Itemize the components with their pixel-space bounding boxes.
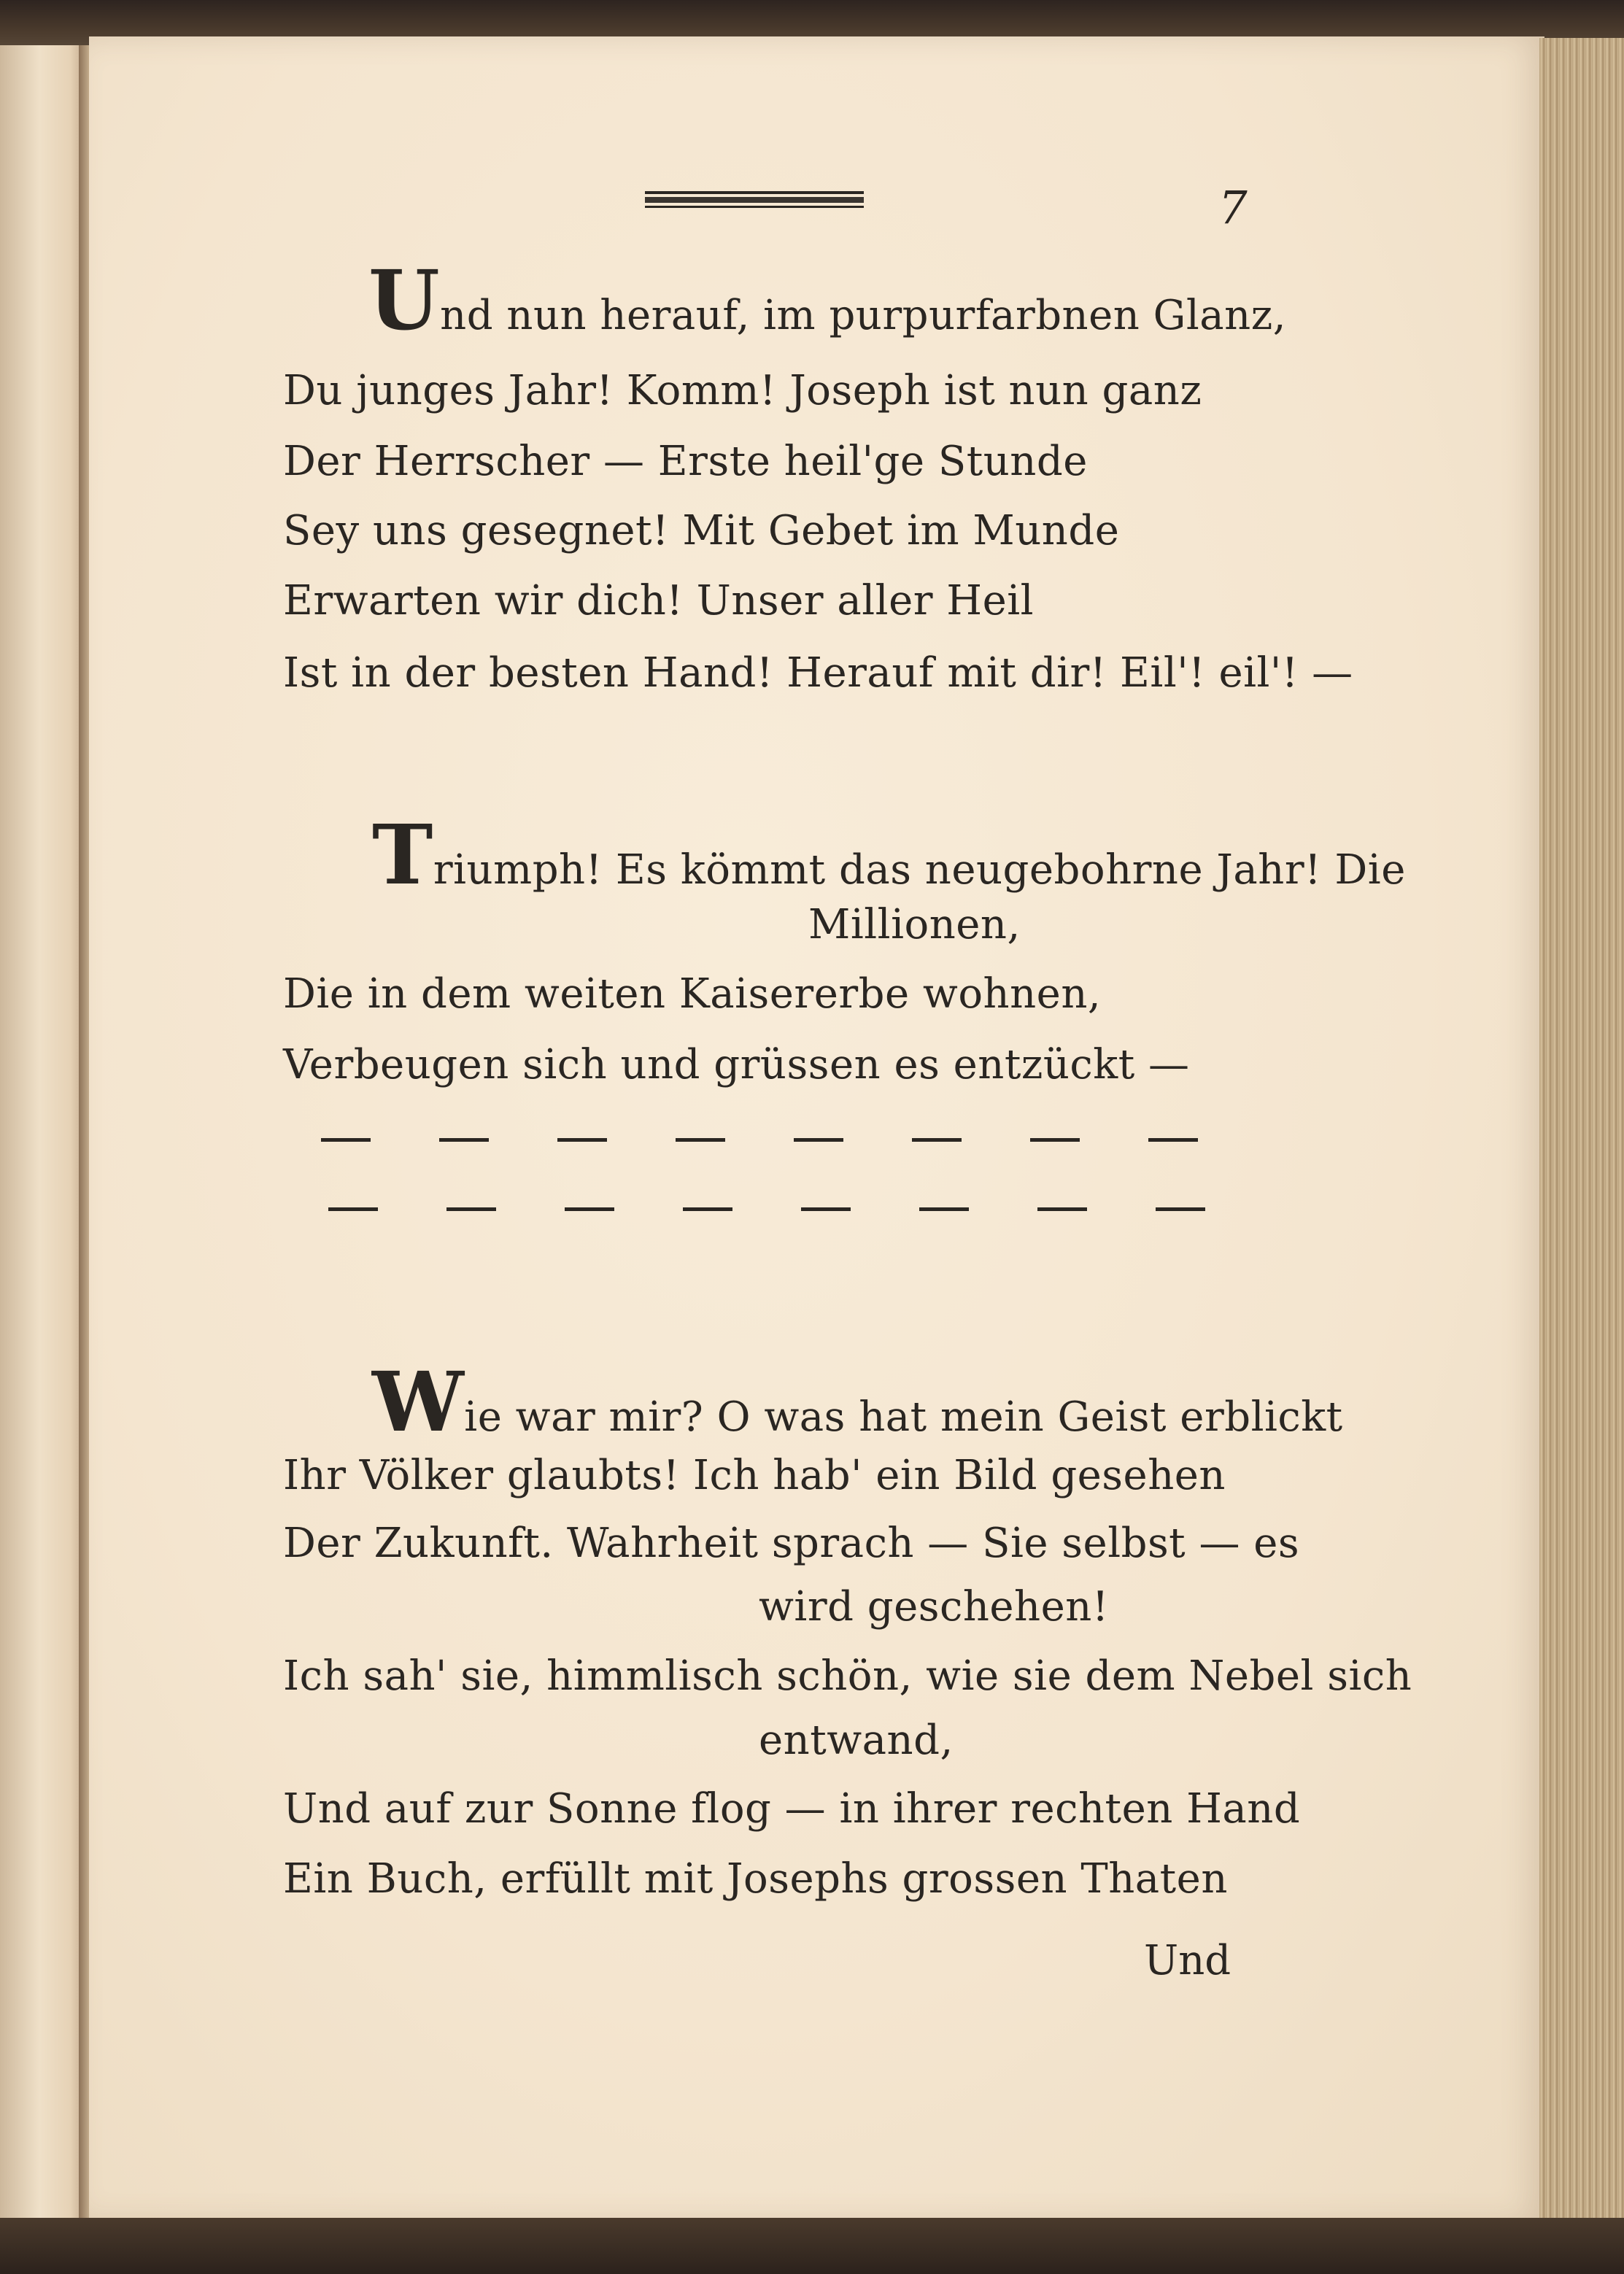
dash <box>912 1138 962 1142</box>
dash <box>919 1207 969 1211</box>
drop-initial: U <box>368 253 441 349</box>
stanza-3-line-6: entwand, <box>759 1717 954 1764</box>
verse-text: riumph! Es kömmt das neugebohrne Jahr! Die <box>433 846 1406 894</box>
stanza-3-line-8: Ein Buch, erfüllt mit Josephs grossen Thaten <box>283 1855 1228 1903</box>
dash <box>565 1207 614 1211</box>
stanza-1-line-3: Der Herrscher — Erste heil'ge Stunde <box>283 438 1088 485</box>
verse-text: ie war mir? O was hat mein Geist erblickt <box>464 1393 1343 1441</box>
stanza-3-line-1 <box>372 1355 1343 1450</box>
drop-initial: W <box>372 1355 465 1450</box>
stanza-3-line-2: Ihr Völker glaubts! Ich hab' ein Bild gesehen <box>283 1452 1226 1499</box>
stanza-1-line-4: Sey uns gesegnet! Mit Gebet im Munde <box>283 507 1120 554</box>
drop-initial: T <box>372 808 433 903</box>
dash <box>446 1207 496 1211</box>
dash <box>1030 1138 1080 1142</box>
stanza-1-line-6: Ist in der besten Hand! Herauf mit dir! Eil'! eil'! — <box>283 649 1353 697</box>
stanza-1-line-5: Erwarten wir dich! Unser aller Heil <box>283 577 1035 624</box>
stanza-2-line-1 <box>372 808 1406 903</box>
dash <box>1037 1207 1087 1211</box>
dash <box>1148 1138 1198 1142</box>
stanza-2-line-3: Die in dem weiten Kaisererbe wohnen, <box>283 970 1102 1018</box>
dash <box>1156 1207 1205 1211</box>
dash <box>328 1207 378 1211</box>
dash <box>801 1207 851 1211</box>
stanza-3-line-3: Der Zukunft. Wahrheit sprach — Sie selbst — es <box>283 1520 1300 1567</box>
stanza-2-line-2: Millionen, <box>808 901 1021 948</box>
stanza-2-line-4: Verbeugen sich und grüssen es entzückt — <box>283 1041 1190 1088</box>
ellipsis-dash-row-2 <box>321 1207 1211 1215</box>
catchword: Und <box>1144 1937 1231 1984</box>
ellipsis-dash-row-1 <box>321 1138 1211 1145</box>
dash <box>321 1138 371 1142</box>
dash <box>439 1138 489 1142</box>
stanza-3-line-7: Und auf zur Sonne flog — in ihrer rechten Hand <box>283 1785 1301 1833</box>
stanza-3-line-5: Ich sah' sie, himmlisch schön, wie sie dem Nebel sich <box>283 1652 1412 1700</box>
stanza-1-line-1 <box>368 253 1287 349</box>
page-block-edges <box>1539 38 1624 2223</box>
dash <box>676 1138 725 1142</box>
dash <box>683 1207 732 1211</box>
facing-page-edge <box>0 45 88 2223</box>
dash <box>557 1138 607 1142</box>
header-rule <box>645 191 864 210</box>
verse-text: nd nun herauf, im purpurfarbnen Glanz, <box>440 292 1287 339</box>
dash <box>794 1138 843 1142</box>
stanza-1-line-2: Du junges Jahr! Komm! Joseph ist nun ganz <box>283 367 1202 414</box>
book-cover-bottom <box>0 2218 1624 2274</box>
stanza-3-line-4: wird geschehen! <box>759 1583 1109 1631</box>
page-number: 7 <box>1218 181 1248 234</box>
